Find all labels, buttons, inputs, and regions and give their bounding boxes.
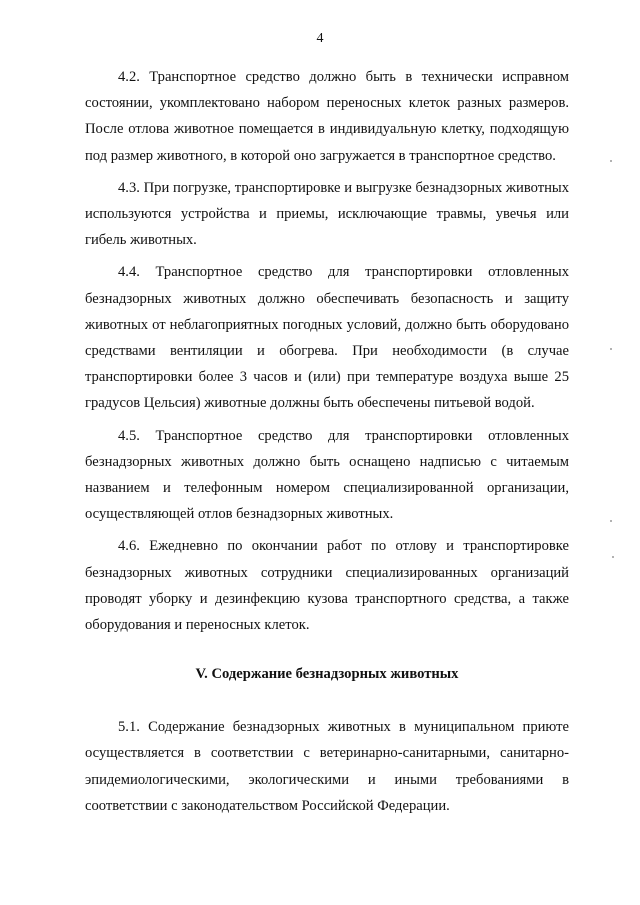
- paragraph-5-1: 5.1. Содержание безнадзорных животных в муниципальном приюте осуществляется в соответствии с ветеринарно-санитарными, санитарно-эпидемиологическими, экологическими и иными требованиями в соответствии с законодательством Российской Федерации.: [85, 719, 569, 814]
- scan-artifact: [610, 520, 612, 522]
- scan-artifact: [610, 160, 612, 162]
- paragraph-4-2: 4.2. Транспортное средство должно быть в технически исправном состоянии, укомплектовано набором переносных клеток разных размеров. После отлова животное помещается в индивидуальную клетку, подходящую под размер животного, в которой оно загружается в транспортное средство.: [85, 69, 569, 164]
- paragraph-4-5: 4.5. Транспортное средство для транспортировки отловленных безнадзорных животных должно быть оснащено надписью с читаемым названием и телефонным номером специализированной организации, осуществляющей отлов безнадзорных животных.: [85, 427, 569, 523]
- section-heading: V. Содержание безнадзорных животных: [195, 666, 459, 683]
- page-number: 4: [316, 31, 324, 46]
- scan-artifact: [612, 556, 614, 558]
- scan-artifact: [610, 348, 612, 350]
- paragraph-4-3: 4.3. При погрузке, транспортировке и выгрузке безнадзорных животных используются устройства и приемы, исключающие травмы, увечья или гибель животных.: [85, 179, 569, 249]
- paragraph-4-4: 4.4. Транспортное средство для транспортировки отловленных безнадзорных животных должно обеспечивать безопасность и защиту животных от неблагоприятных погодных условий, должно быть оборудовано средствами вентиляции и обогрева. При необходимости (в случае транспортировки более 3 часов и (или) при температуре воздуха выше 25 градусов Цельсия) животные должны быть обеспечены питьевой водой.: [85, 264, 569, 412]
- document-body: [85, 64, 569, 825]
- paragraph-4-6: 4.6. Ежедневно по окончании работ по отлову и транспортировке безнадзорных животных сотрудники специализированных организаций проводят уборку и дезинфекцию кузова транспортного средства, а также оборудования и переносных клеток.: [85, 538, 569, 634]
